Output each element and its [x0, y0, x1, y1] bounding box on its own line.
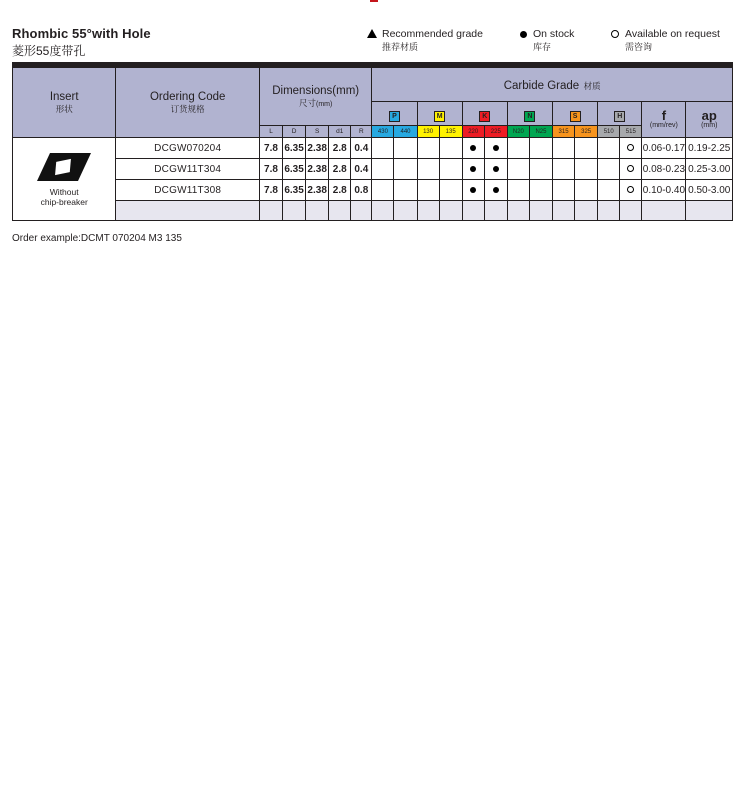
- dimension-value: 2.8: [329, 138, 351, 159]
- insert-header-label-cn: 形状: [55, 103, 73, 114]
- carbide-grade-header-label: Carbide Grade: [503, 79, 580, 92]
- grade-cell: [372, 159, 394, 180]
- top-accent-line: [370, 0, 378, 2]
- grade-col-header: 315: [553, 126, 575, 138]
- table-row: [13, 138, 733, 159]
- insert-table: [12, 67, 733, 221]
- grade-group-h: [598, 102, 642, 126]
- f-header: [642, 102, 686, 138]
- dimensions-header-label-cn: [260, 97, 371, 109]
- feed-range: 0.08-0.23: [642, 159, 686, 180]
- dimension-value: 6.35: [283, 180, 306, 201]
- hollow-circle-icon: [627, 186, 634, 193]
- grade-cell: [553, 159, 575, 180]
- grade-cell: [507, 159, 529, 180]
- ordering-code: DCGW070204: [116, 138, 260, 159]
- carbide-grade-header: [372, 68, 733, 102]
- ap-header-unit: (mm): [701, 122, 718, 129]
- grade-cell: [507, 180, 529, 201]
- table-row: [13, 180, 733, 201]
- empty-cell: [351, 201, 372, 221]
- dimension-value: 0.4: [351, 138, 372, 159]
- grade-cell: [462, 159, 484, 180]
- empty-cell: [686, 201, 733, 221]
- order-example: Order example:DCMT 070204 M3 135: [12, 233, 182, 244]
- insert-shape-cell: [13, 138, 116, 221]
- grade-cell: [484, 180, 507, 201]
- ordering-code: DCGW11T308: [116, 180, 260, 201]
- dim-col-header: R: [351, 126, 372, 138]
- empty-cell: [642, 201, 686, 221]
- ap-header: [686, 102, 733, 138]
- empty-cell: [259, 201, 282, 221]
- empty-row: [13, 201, 733, 221]
- feed-range: 0.06-0.17: [642, 138, 686, 159]
- dim-col-header: S: [306, 126, 329, 138]
- grade-cell: [553, 138, 575, 159]
- legend-request-label: Available on request: [625, 28, 720, 40]
- page-title-cn: 菱形55度带孔: [12, 44, 86, 58]
- grade-col-header: 135: [439, 126, 462, 138]
- dimension-value: 0.8: [351, 180, 372, 201]
- grade-group-s: [553, 102, 598, 126]
- grade-group-badge: H: [614, 111, 625, 122]
- depth-range: 0.19-2.25: [686, 138, 733, 159]
- grade-cell: [553, 180, 575, 201]
- dimension-value: 6.35: [283, 159, 306, 180]
- carbide-grade-header-label-cn: 材质: [583, 80, 601, 91]
- empty-cell: [462, 201, 484, 221]
- legend-recommended-label-cn: 推荐材质: [382, 42, 419, 52]
- filled-dot-icon: [470, 166, 476, 172]
- empty-cell: [283, 201, 306, 221]
- dim-col-header: D: [283, 126, 306, 138]
- grade-cell: [439, 180, 462, 201]
- legend-recommended: [382, 28, 483, 53]
- dimension-value: 6.35: [283, 138, 306, 159]
- filled-dot-icon: [493, 187, 499, 193]
- grade-cell: [620, 180, 642, 201]
- grade-group-badge: S: [570, 111, 581, 122]
- grade-group-badge: P: [389, 111, 400, 122]
- grade-cell: [620, 138, 642, 159]
- ordering-code-header: [116, 68, 260, 138]
- empty-cell: [116, 201, 260, 221]
- grade-col-header: 325: [575, 126, 598, 138]
- rhombic-insert-icon: [36, 151, 92, 183]
- grade-cell: [507, 138, 529, 159]
- grade-cell: [372, 138, 394, 159]
- dimension-value: 7.8: [259, 159, 282, 180]
- feed-range: 0.10-0.40: [642, 180, 686, 201]
- empty-cell: [620, 201, 642, 221]
- insert-header-label: Insert: [49, 90, 79, 103]
- grade-group-badge: N: [524, 111, 535, 122]
- legend-recommended-label: Recommended grade: [382, 28, 483, 40]
- filled-dot-icon: [520, 31, 527, 38]
- grade-cell: [394, 180, 417, 201]
- f-header-label: f: [661, 108, 667, 123]
- legend-request: [625, 28, 720, 53]
- grade-col-header: 225: [484, 126, 507, 138]
- dimension-value: 0.4: [351, 159, 372, 180]
- hollow-circle-icon: [627, 144, 634, 151]
- empty-cell: [439, 201, 462, 221]
- empty-cell: [394, 201, 417, 221]
- grade-cell: [394, 159, 417, 180]
- empty-cell: [529, 201, 552, 221]
- empty-cell: [598, 201, 620, 221]
- empty-cell: [329, 201, 351, 221]
- grade-cell: [439, 138, 462, 159]
- legend-stock-label: On stock: [533, 28, 575, 40]
- grade-group-p: [372, 102, 417, 126]
- depth-range: 0.50-3.00: [686, 180, 733, 201]
- hollow-circle-icon: [627, 165, 634, 172]
- grade-col-header: 130: [417, 126, 439, 138]
- grade-group-badge: K: [479, 111, 490, 122]
- legend-request-label-cn: 需咨询: [625, 42, 653, 52]
- empty-cell: [306, 201, 329, 221]
- grade-col-header: 430: [372, 126, 394, 138]
- insert-header: [13, 68, 116, 138]
- grade-col-header: 515: [620, 126, 642, 138]
- grade-col-header: 220: [462, 126, 484, 138]
- grade-cell: [462, 138, 484, 159]
- dim-col-header: d1: [329, 126, 351, 138]
- grade-cell: [575, 180, 598, 201]
- triangle-icon: [367, 29, 377, 38]
- grade-cell: [484, 159, 507, 180]
- grade-cell: [372, 180, 394, 201]
- grade-cell: [529, 180, 552, 201]
- f-header-unit: (mm/rev): [649, 122, 678, 129]
- filled-dot-icon: [493, 166, 499, 172]
- filled-dot-icon: [470, 145, 476, 151]
- filled-dot-icon: [470, 187, 476, 193]
- empty-cell: [372, 201, 394, 221]
- dimension-value: 2.8: [329, 180, 351, 201]
- grade-cell: [417, 138, 439, 159]
- grade-cell: [575, 138, 598, 159]
- grade-cell: [620, 159, 642, 180]
- ordering-code-header-label: Ordering Code: [149, 90, 226, 103]
- dim-col-header: L: [259, 126, 282, 138]
- grade-cell: [598, 159, 620, 180]
- dimension-value: 2.38: [306, 159, 329, 180]
- grade-group-m: [417, 102, 462, 126]
- grade-group-k: [462, 102, 507, 126]
- grade-cell: [598, 138, 620, 159]
- depth-range: 0.25-3.00: [686, 159, 733, 180]
- insert-label-line1: Without: [49, 187, 79, 197]
- grade-col-header: N20: [507, 126, 529, 138]
- ap-header-label: ap: [701, 108, 717, 123]
- dimension-value: 7.8: [259, 138, 282, 159]
- grade-cell: [417, 180, 439, 201]
- grade-cell: [575, 159, 598, 180]
- dimensions-cn-main: 尺寸: [299, 97, 317, 108]
- table-row: [13, 159, 733, 180]
- grade-cell: [439, 159, 462, 180]
- grade-cell: [462, 180, 484, 201]
- grade-cell: [394, 138, 417, 159]
- insert-description: [13, 187, 115, 207]
- grade-cell: [417, 159, 439, 180]
- page-title: Rhombic 55°with Hole: [12, 26, 151, 41]
- grade-cell: [484, 138, 507, 159]
- grade-cell: [529, 159, 552, 180]
- ordering-code-header-label-cn: 订货规格: [170, 103, 205, 114]
- empty-cell: [507, 201, 529, 221]
- grade-group-n: [507, 102, 552, 126]
- empty-cell: [553, 201, 575, 221]
- insert-label-line2: chip-breaker: [40, 197, 88, 207]
- filled-dot-icon: [493, 145, 499, 151]
- empty-cell: [575, 201, 598, 221]
- dimensions-header-label: Dimensions(mm): [272, 84, 360, 97]
- grade-cell: [529, 138, 552, 159]
- ordering-code: DCGW11T304: [116, 159, 260, 180]
- legend-stock-label-cn: 库存: [533, 42, 552, 52]
- grade-cell: [598, 180, 620, 201]
- dimension-value: 2.8: [329, 159, 351, 180]
- dimensions-header: [259, 68, 371, 126]
- grade-group-badge: M: [434, 111, 445, 122]
- legend-stock: [533, 28, 574, 53]
- grade-col-header: N25: [529, 126, 552, 138]
- empty-cell: [417, 201, 439, 221]
- dimension-value: 7.8: [259, 180, 282, 201]
- dimension-value: 2.38: [306, 180, 329, 201]
- dimension-value: 2.38: [306, 138, 329, 159]
- grade-col-header: 440: [394, 126, 417, 138]
- dimensions-cn-unit: (mm): [316, 100, 333, 108]
- empty-cell: [484, 201, 507, 221]
- hollow-circle-icon: [611, 30, 619, 38]
- grade-col-header: 510: [598, 126, 620, 138]
